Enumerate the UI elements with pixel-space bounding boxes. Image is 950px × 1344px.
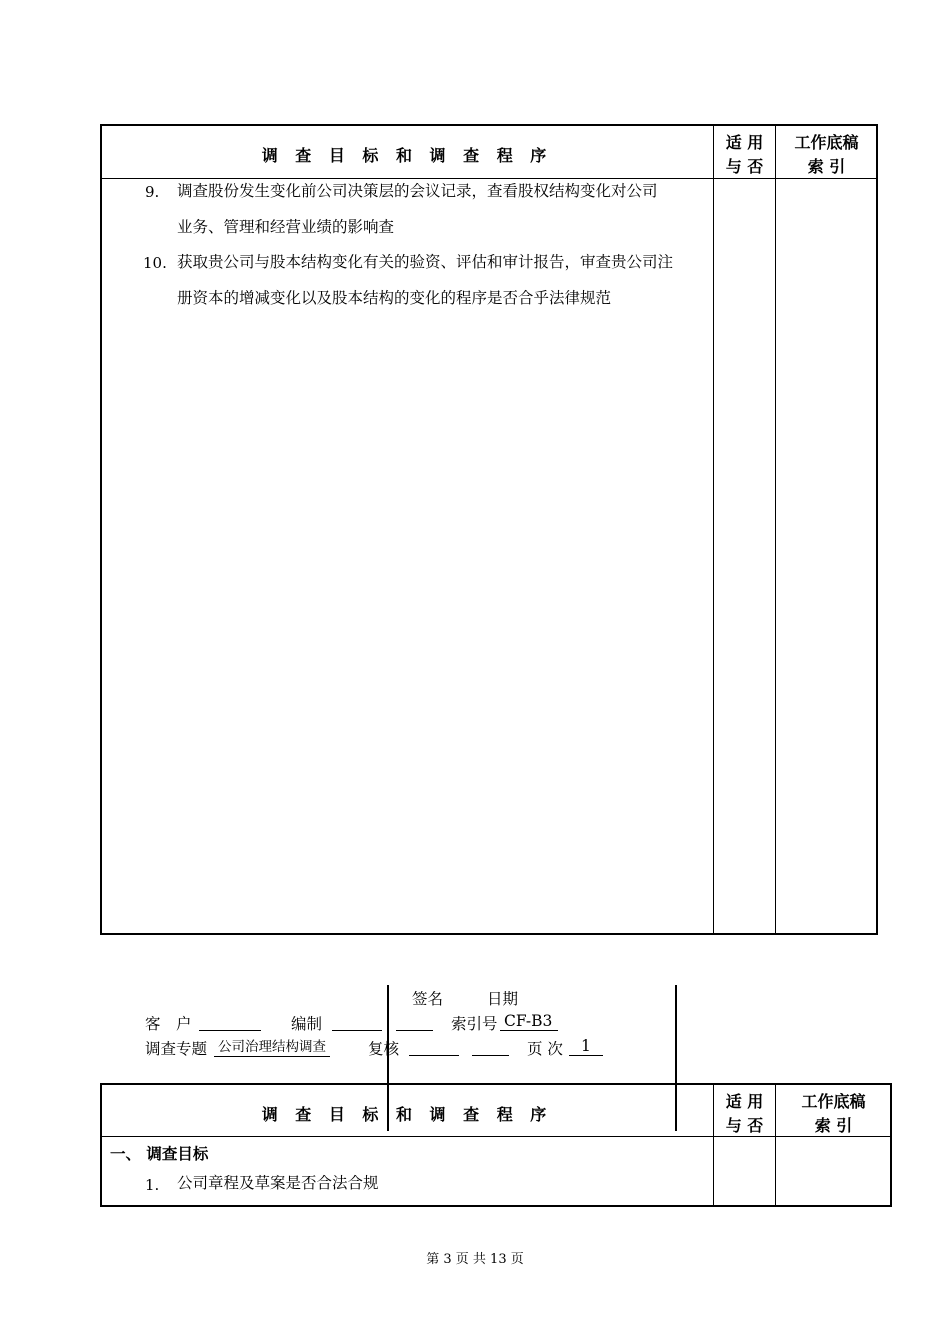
sign-label: 签名 [412,990,444,1008]
item-text-line: 册资本的增减变化以及股本结构的变化的程序是否合乎法律规范 [177,289,612,307]
item-text [177,244,711,316]
header-workpaper-2: 索 引 [814,1116,853,1135]
item-number: 10. [143,254,167,272]
header-workpaper-1: 工作底稿 [794,133,859,152]
index-value [500,1012,558,1031]
topic-value [214,1039,330,1057]
topic-value-text: 公司治理结构调查 [218,1039,326,1055]
header-divider [101,1136,891,1137]
item-text: 公司章程及草案是否合法合规 [177,1174,379,1192]
compile-date-field[interactable] [396,1012,433,1031]
review-date-field[interactable] [472,1037,509,1056]
item-text-line: 获取贵公司与股本结构变化有关的验资、评估和审计报告，审查贵公司注 [177,253,674,271]
item-number: 1. [145,1176,160,1194]
column-divider-applicable [713,125,714,934]
header-applicable-1: 适 用 [725,1092,764,1111]
header-workpaper-1: 工作底稿 [801,1092,866,1111]
item-number: 9. [145,183,160,201]
header-procedure: 调 查 目 标 和 调 查 程 序 [261,146,553,165]
index-label: 索引号 [451,1015,498,1033]
date-label: 日期 [487,990,519,1008]
header-workpaper-2: 索 引 [807,157,846,176]
page-label: 页 次 [527,1040,563,1058]
review-label: 复核 [368,1040,400,1058]
client-field[interactable] [199,1012,261,1031]
header-applicable-1: 适 用 [725,133,764,152]
client-label: 客 户 [145,1015,192,1033]
compile-label: 编制 [291,1015,323,1033]
page-value [569,1037,603,1056]
item-text [177,173,711,245]
item-text-line: 业务、管理和经营业绩的影响查 [177,218,395,236]
page-footer: 第 3 页 共 13 页 [426,1252,524,1267]
compile-sign-field[interactable] [332,1012,382,1031]
column-divider-workpaper [775,125,776,934]
header-applicable-2: 与 否 [725,157,764,176]
item-text-line: 调查股份发生变化前公司决策层的会议记录，查看股权结构变化对公司 [177,182,658,200]
section-heading: 一、 调查目标 [110,1145,209,1163]
header-applicable-2: 与 否 [725,1116,764,1135]
review-sign-field[interactable] [409,1037,459,1056]
topic-label: 调查专题 [145,1040,208,1058]
page-value-text: 1 [581,1037,591,1055]
header-procedure: 调 查 目 标 和 调 查 程 序 [261,1105,553,1124]
index-value-text: CF-B3 [504,1012,553,1030]
